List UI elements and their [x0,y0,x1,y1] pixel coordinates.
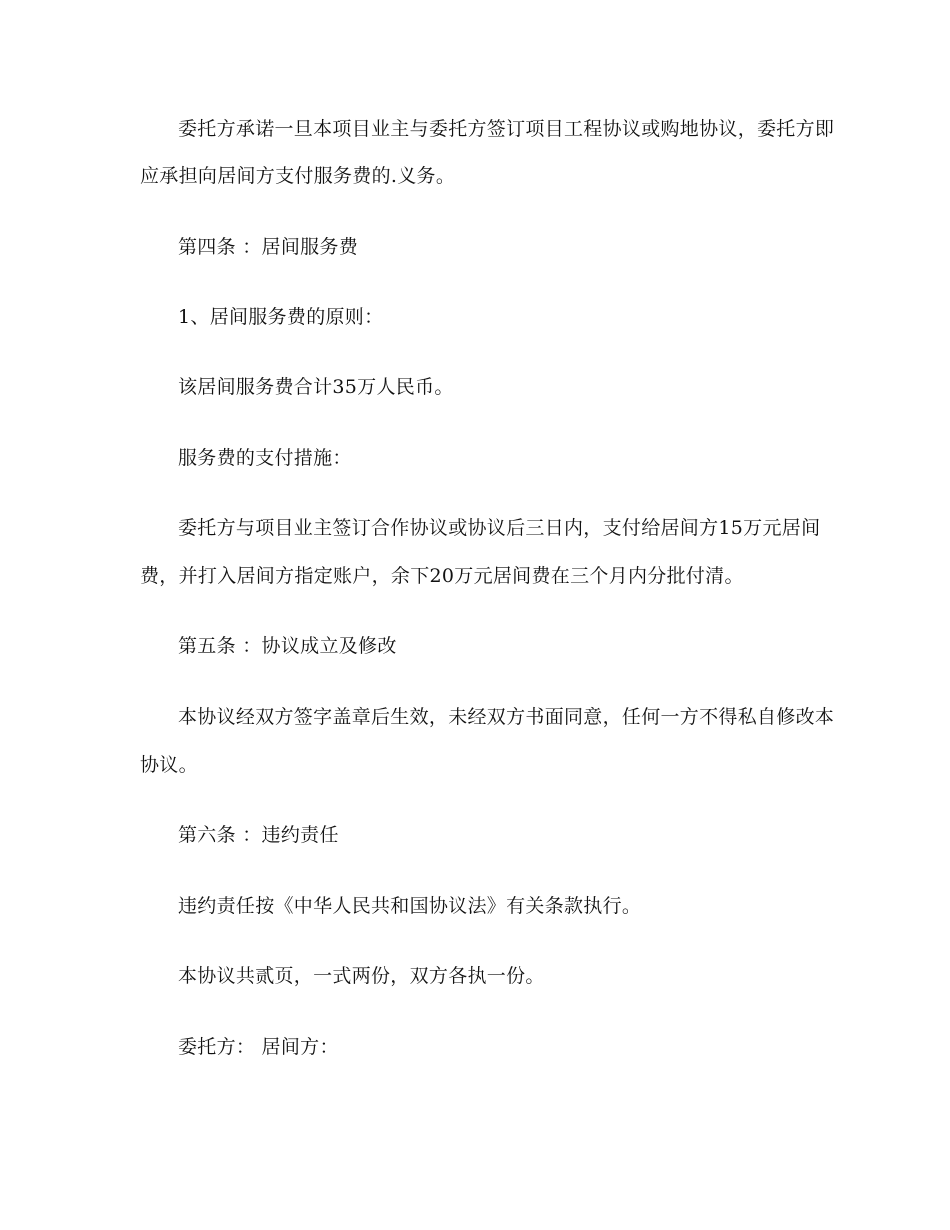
paragraph-commitment-line-1: 委托方承诺一旦本项目业主与委托方签订项目工程协议或购地协议，委托方即 [178,118,835,140]
payment-terms-line-2: 费，并打入居间方指定账户，余下20万元居间费在三个月内分批付清。 [140,565,744,587]
copies-statement-text: 本协议共贰页，一式两份，双方各执一份。 [178,965,545,987]
breach-liability-text: 违约责任按《中华人民共和国协议法》有关条款执行。 [178,895,642,917]
effectiveness-line-1: 本协议经双方签字盖章后生效，未经双方书面同意，任何一方不得私自修改本 [178,706,835,728]
signature-parties-line: 委托方： 居间方： [178,1036,339,1058]
payment-method-heading: 服务费的支付措施： [178,447,352,469]
article-4-heading: 第四条 ：居间服务费 [178,236,359,258]
fee-total-text: 该居间服务费合计35万人民币。 [178,376,454,398]
effectiveness-line-2: 协议。 [140,754,198,776]
article-5-heading: 第五条 ：协议成立及修改 [178,635,397,657]
fee-principle-heading: 1、居间服务费的原则： [178,306,384,328]
payment-terms-line-1: 委托方与项目业主签订合作协议或协议后三日内，支付给居间方15万元居间 [178,517,821,539]
article-6-heading: 第六条 ：违约责任 [178,824,339,846]
paragraph-commitment-line-2: 应承担向居间方支付服务费的.义务。 [140,165,456,187]
